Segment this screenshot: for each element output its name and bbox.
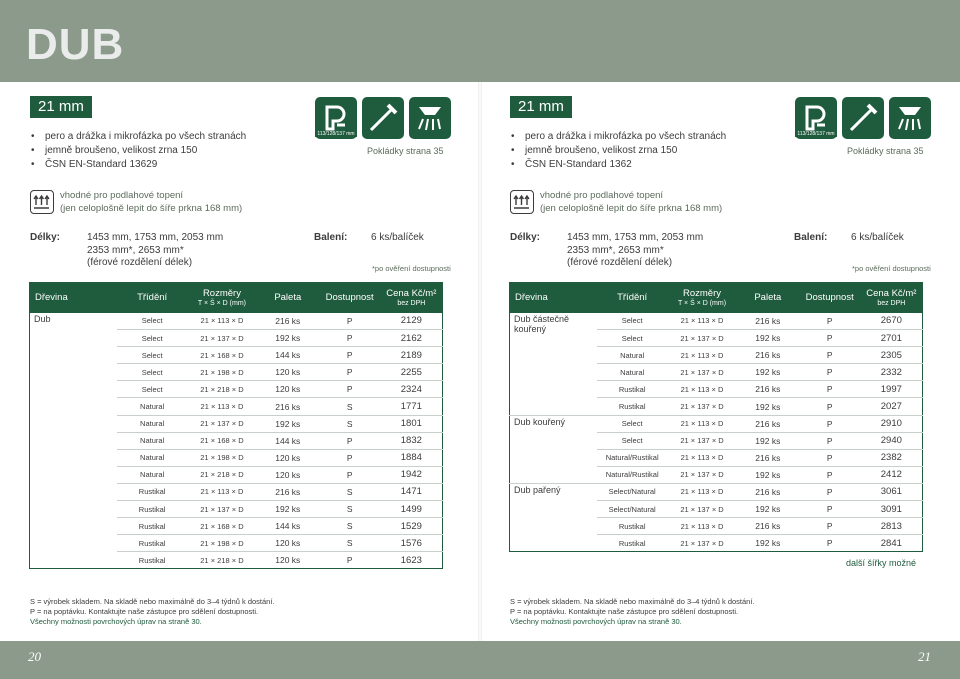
packing-value: 6 ks/balíček (371, 232, 424, 243)
feature-list (30, 130, 246, 172)
cell-pallet: 120 ks (257, 364, 319, 381)
cell-dims: 21 × 113 × D (667, 313, 737, 330)
cell-grade: Rustikal (117, 501, 187, 518)
cell-availability: P (319, 347, 381, 364)
cell-grade: Natural (117, 398, 187, 415)
cell-grade: Rustikal (117, 552, 187, 569)
cell-price: 1997 (861, 381, 923, 398)
cell-availability: P (799, 415, 861, 432)
cell-availability: P (319, 313, 381, 330)
cell-availability: P (799, 466, 861, 483)
cell-pallet: 216 ks (737, 381, 799, 398)
cell-grade: Rustikal (117, 518, 187, 535)
cell-price: 1623 (381, 552, 443, 569)
cell-availability: P (799, 432, 861, 449)
cell-pallet: 216 ks (737, 415, 799, 432)
catalog-title: DUB (26, 20, 125, 69)
lengths-values: 1453 mm, 1753 mm, 2053 mm 2353 mm*, 2653 mm* (férové rozdělení délek) (87, 232, 224, 268)
feature-list (510, 130, 726, 172)
cell-availability: S (319, 518, 381, 535)
cell-grade: Select (117, 330, 187, 347)
cell-wood: Dub kouřený (510, 415, 598, 483)
cell-dims: 21 × 113 × D (667, 449, 737, 466)
glue-icon (889, 97, 931, 139)
cell-dims: 21 × 113 × D (667, 518, 737, 535)
cell-availability: P (319, 466, 381, 483)
cell-dims: 21 × 137 × D (187, 330, 257, 347)
header-availability: Dostupnost (319, 283, 381, 313)
cell-availability: S (319, 535, 381, 552)
cell-price: 1884 (381, 449, 443, 466)
cell-grade: Natural (117, 415, 187, 432)
feature-item: • pero a drážka i mikrofázka po všech stranách (30, 130, 246, 144)
lengths-label: Délky: (30, 232, 61, 243)
cell-price: 2305 (861, 347, 923, 364)
cell-grade: Select (597, 415, 667, 432)
glue-icon (409, 97, 451, 139)
cell-price: 1499 (381, 501, 443, 518)
cell-availability: P (799, 364, 861, 381)
page-number-left: 20 (28, 649, 41, 664)
cell-pallet: 192 ks (737, 364, 799, 381)
availability-note: *po ověření dostupnosti (372, 264, 451, 273)
packing-label: Balení: (794, 232, 828, 243)
price-table (509, 282, 923, 552)
feature-item: • ČSN EN-Standard 1362 (510, 158, 726, 172)
cell-dims: 21 × 113 × D (667, 347, 737, 364)
cell-dims: 21 × 137 × D (667, 330, 737, 347)
cell-price: 2412 (861, 466, 923, 483)
cell-price: 2332 (861, 364, 923, 381)
cell-grade: Natural (117, 449, 187, 466)
cell-dims: 21 × 168 × D (187, 347, 257, 364)
cell-availability: S (319, 483, 381, 500)
cell-availability: P (319, 364, 381, 381)
cell-dims: 21 × 137 × D (667, 466, 737, 483)
cell-grade: Select (117, 313, 187, 330)
cell-pallet: 192 ks (257, 501, 319, 518)
legend: S = výrobek skladem. Na skladě nebo maximálně do 3–4 týdnů k dostání. P = na poptávku. Kontaktujte naše zástupce pro sdělení dostupnosti. Všechny možnosti povrchových úprav na straně 30. (510, 597, 755, 626)
cell-pallet: 192 ks (737, 535, 799, 552)
cell-dims: 21 × 218 × D (187, 466, 257, 483)
cell-price: 2910 (861, 415, 923, 432)
floor-heating-icon (510, 190, 534, 214)
cell-grade: Rustikal (117, 483, 187, 500)
tongue-groove-icon (315, 97, 357, 139)
thickness-label: 21 mm (30, 96, 92, 118)
floor-heating-text: vhodné pro podlahové topení (jen celoplošně lepit do šíře prkna 168 mm) (60, 190, 243, 214)
cell-dims: 21 × 137 × D (667, 398, 737, 415)
cell-availability: P (319, 449, 381, 466)
cell-pallet: 192 ks (257, 330, 319, 347)
cell-dims: 21 × 137 × D (667, 364, 737, 381)
table-header-row (30, 283, 443, 313)
cell-availability: P (799, 398, 861, 415)
cell-dims: 21 × 198 × D (187, 449, 257, 466)
cell-availability: P (319, 381, 381, 398)
cell-grade: Select/Natural (597, 501, 667, 518)
cell-pallet: 120 ks (257, 466, 319, 483)
cell-pallet: 216 ks (737, 313, 799, 330)
installation-icons (315, 97, 451, 139)
cell-grade: Select (597, 432, 667, 449)
availability-note: *po ověření dostupnosti (852, 264, 931, 273)
table-row (510, 313, 923, 330)
cell-availability: P (799, 449, 861, 466)
cell-grade: Natural (597, 347, 667, 364)
cell-price: 2255 (381, 364, 443, 381)
cell-dims: 21 × 137 × D (187, 415, 257, 432)
cell-availability: S (319, 415, 381, 432)
cell-availability: P (799, 347, 861, 364)
cell-pallet: 144 ks (257, 432, 319, 449)
floor-heating-text: vhodné pro podlahové topení (jen celoplošně lepit do šíře prkna 168 mm) (540, 190, 723, 214)
header-availability: Dostupnost (799, 283, 861, 313)
cell-price: 3061 (861, 483, 923, 500)
cell-dims: 21 × 198 × D (187, 535, 257, 552)
cell-price: 2162 (381, 330, 443, 347)
table-row (510, 483, 923, 500)
cell-dims: 21 × 113 × D (187, 398, 257, 415)
cell-dims: 21 × 113 × D (667, 483, 737, 500)
icon-code-label: 113/128/137 mm (795, 131, 837, 137)
feature-item: • pero a drážka i mikrofázka po všech stranách (510, 130, 726, 144)
cell-pallet: 192 ks (737, 432, 799, 449)
cell-dims: 21 × 218 × D (187, 381, 257, 398)
cell-grade: Select/Natural (597, 483, 667, 500)
cell-price: 1771 (381, 398, 443, 415)
see-page-note: Pokládky strana 35 (847, 146, 924, 156)
header-dims: Rozměry T × Š × D (mm) (667, 283, 737, 313)
cell-availability: P (799, 518, 861, 535)
header-grade: Třídění (597, 283, 667, 313)
table-body (30, 313, 443, 569)
cell-availability: P (319, 432, 381, 449)
cell-grade: Select (117, 381, 187, 398)
cell-pallet: 192 ks (737, 330, 799, 347)
header-pallet: Paleta (257, 283, 319, 313)
cell-pallet: 216 ks (737, 518, 799, 535)
cell-dims: 21 × 137 × D (667, 501, 737, 518)
cell-pallet: 192 ks (257, 415, 319, 432)
cell-grade: Select (117, 347, 187, 364)
cell-price: 1942 (381, 466, 443, 483)
cell-dims: 21 × 168 × D (187, 432, 257, 449)
legend: S = výrobek skladem. Na skladě nebo maximálně do 3–4 týdnů k dostání. P = na poptávku. Kontaktujte naše zástupce pro sdělení dostupnosti. Všechny možnosti povrchových úprav na straně 30. (30, 597, 275, 626)
cell-price: 1471 (381, 483, 443, 500)
cell-availability: P (799, 313, 861, 330)
cell-grade: Natural/Rustikal (597, 466, 667, 483)
cell-pallet: 144 ks (257, 518, 319, 535)
cell-dims: 21 × 218 × D (187, 552, 257, 569)
table-row (510, 415, 923, 432)
packing-label: Balení: (314, 232, 348, 243)
cell-grade: Natural (117, 466, 187, 483)
cell-pallet: 144 ks (257, 347, 319, 364)
thickness-label: 21 mm (510, 96, 572, 118)
cell-availability: P (319, 552, 381, 569)
cell-pallet: 216 ks (737, 483, 799, 500)
cell-dims: 21 × 113 × D (187, 483, 257, 500)
cell-dims: 21 × 113 × D (667, 415, 737, 432)
header-dims: Rozměry T × Š × D (mm) (187, 283, 257, 313)
cell-pallet: 216 ks (257, 398, 319, 415)
page-number-right: 21 (918, 649, 931, 664)
cell-pallet: 192 ks (737, 398, 799, 415)
cell-dims: 21 × 198 × D (187, 364, 257, 381)
cell-pallet: 192 ks (737, 466, 799, 483)
cell-price: 1801 (381, 415, 443, 432)
cell-price: 2670 (861, 313, 923, 330)
cell-grade: Rustikal (597, 398, 667, 415)
cell-price: 2701 (861, 330, 923, 347)
cell-pallet: 192 ks (737, 501, 799, 518)
cell-availability: S (319, 501, 381, 518)
header-wood: Dřevina (30, 283, 118, 313)
cell-pallet: 120 ks (257, 449, 319, 466)
cell-grade: Rustikal (597, 535, 667, 552)
cell-availability: P (799, 483, 861, 500)
lengths-label: Délky: (510, 232, 541, 243)
cell-availability: P (319, 330, 381, 347)
page-right (480, 82, 960, 641)
cell-grade: Natural (597, 364, 667, 381)
cell-pallet: 120 ks (257, 552, 319, 569)
feature-item: • jemně broušeno, velikost zrna 150 (30, 144, 246, 158)
cell-price: 1576 (381, 535, 443, 552)
nail-icon (362, 97, 404, 139)
installation-icons (795, 97, 931, 139)
cell-grade: Select (117, 364, 187, 381)
cell-dims: 21 × 168 × D (187, 518, 257, 535)
header-pallet: Paleta (737, 283, 799, 313)
page-left (0, 82, 480, 641)
cell-price: 1529 (381, 518, 443, 535)
cell-price: 2027 (861, 398, 923, 415)
feature-item: • jemně broušeno, velikost zrna 150 (510, 144, 726, 158)
lengths-values: 1453 mm, 1753 mm, 2053 mm 2353 mm*, 2653 mm* (férové rozdělení délek) (567, 232, 704, 268)
cell-dims: 21 × 113 × D (187, 313, 257, 330)
cell-price: 2841 (861, 535, 923, 552)
more-widths-note: další šířky možné (846, 558, 917, 568)
floor-heating-icon (30, 190, 54, 214)
feature-item: • ČSN EN-Standard 13629 (30, 158, 246, 172)
cell-price: 2189 (381, 347, 443, 364)
cell-dims: 21 × 137 × D (667, 535, 737, 552)
cell-dims: 21 × 137 × D (667, 432, 737, 449)
top-band (0, 0, 960, 82)
cell-grade: Natural (117, 432, 187, 449)
cell-price: 2940 (861, 432, 923, 449)
header-price: Cena Kč/m² bez DPH (381, 283, 443, 313)
bottom-band (0, 641, 960, 679)
cell-wood: Dub pařený (510, 483, 598, 551)
packing-value: 6 ks/balíček (851, 232, 904, 243)
cell-pallet: 216 ks (257, 483, 319, 500)
cell-pallet: 120 ks (257, 381, 319, 398)
cell-price: 1832 (381, 432, 443, 449)
table-row (30, 313, 443, 330)
cell-price: 2324 (381, 381, 443, 398)
table-header-row (510, 283, 923, 313)
tongue-groove-icon (795, 97, 837, 139)
cell-wood: Dub částečně kouřený (514, 313, 570, 334)
cell-price: 2129 (381, 313, 443, 330)
nail-icon (842, 97, 884, 139)
cell-dims: 21 × 113 × D (667, 381, 737, 398)
cell-availability: P (799, 381, 861, 398)
cell-availability: P (799, 330, 861, 347)
cell-grade: Rustikal (597, 518, 667, 535)
cell-grade: Rustikal (117, 535, 187, 552)
header-price: Cena Kč/m² bez DPH (861, 283, 923, 313)
cell-availability: P (799, 501, 861, 518)
cell-availability: P (799, 535, 861, 552)
cell-grade: Select (597, 313, 667, 330)
header-wood: Dřevina (510, 283, 598, 313)
cell-price: 2813 (861, 518, 923, 535)
cell-pallet: 216 ks (257, 313, 319, 330)
icon-code-label: 113/128/137 mm (315, 131, 357, 137)
cell-price: 2382 (861, 449, 923, 466)
cell-grade: Select (597, 330, 667, 347)
cell-grade: Rustikal (597, 381, 667, 398)
cell-wood: Dub (34, 313, 51, 324)
cell-grade: Natural/Rustikal (597, 449, 667, 466)
header-grade: Třídění (117, 283, 187, 313)
cell-availability: S (319, 398, 381, 415)
cell-dims: 21 × 137 × D (187, 501, 257, 518)
cell-pallet: 216 ks (737, 449, 799, 466)
cell-pallet: 216 ks (737, 347, 799, 364)
table-body (510, 313, 923, 552)
cell-price: 3091 (861, 501, 923, 518)
cell-pallet: 120 ks (257, 535, 319, 552)
price-table (29, 282, 443, 569)
see-page-note: Pokládky strana 35 (367, 146, 444, 156)
